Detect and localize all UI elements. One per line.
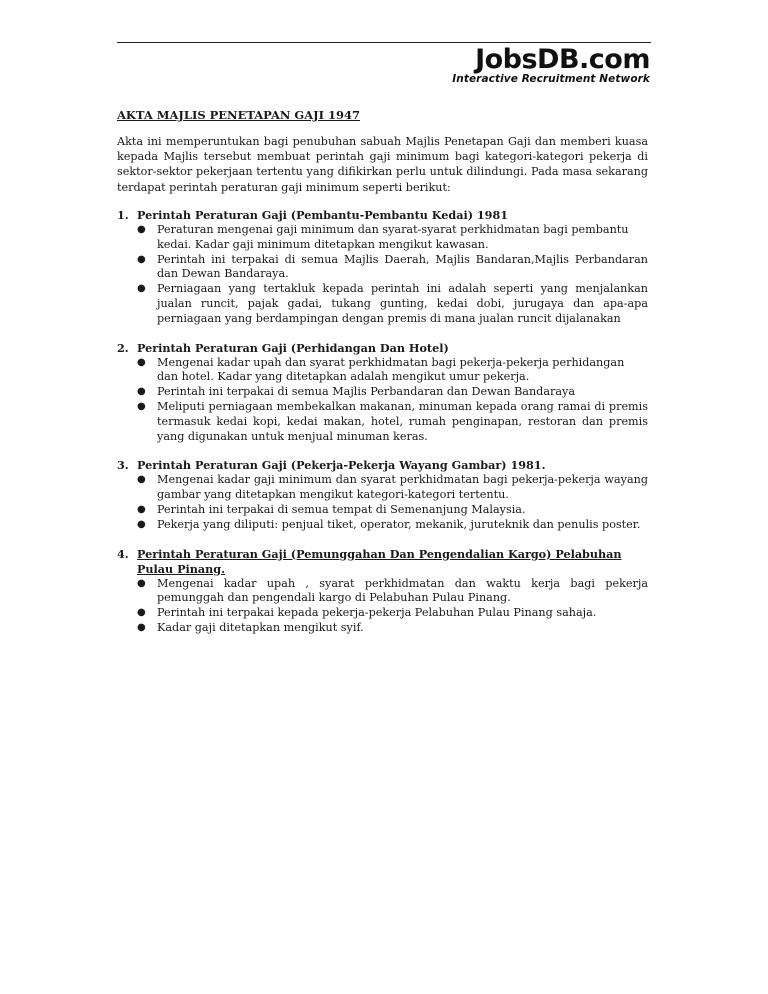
bullet-item	[137, 606, 648, 621]
bullet-item	[137, 621, 648, 636]
section-title: Perintah Peraturan Gaji (Perhidangan Dan Hotel)	[137, 340, 449, 355]
bullet-icon: ●	[137, 224, 146, 235]
bullet-text: Perintah ini terpakai kepada pekerja-pekerja Pelabuhan Pulau Pinang sahaja.	[157, 606, 597, 620]
bullet-item	[137, 503, 648, 518]
bullet-item	[137, 577, 648, 607]
bullet-item	[137, 518, 648, 533]
bullet-icon: ●	[137, 400, 146, 412]
bullet-text: Perintah ini terpakai di semua tempat di Semenanjung Malaysia.	[157, 502, 526, 516]
bullet-icon: ●	[137, 518, 146, 530]
bullet-item	[137, 385, 648, 400]
section-heading	[117, 458, 648, 473]
section-heading	[117, 547, 648, 577]
bullet-icon: ●	[137, 577, 146, 589]
intro-paragraph: Akta ini memperuntukan bagi penubuhan sabuah Majlis Penetapan Gaji dan memberi kuasa kepada Majlis tersebut membuat perintah gaji minimum bagi kategori-kategori pekerja di sektor-sektor pekerjaan tertentu yang difikirkan perlu untuk dilindungi. Pada masa sekarang terdapat perintah peraturan gaji minimum seperti berikut:	[117, 135, 648, 194]
bullet-text: Perniagaan yang tertakluk kepada perintah ini adalah seperti yang menjalankan jualan runcit, pajak gadai, tukang gunting, kedai dobi, jurugaya dan apa-apa perniagaan yang berdampingan dengan premis di mana jualan runcit dijalanakan	[157, 282, 648, 325]
top-rule	[117, 42, 651, 43]
bullet-icon: ●	[137, 474, 146, 486]
bullet-icon: ●	[137, 253, 146, 265]
bullet-icon: ●	[137, 503, 146, 515]
document-title: AKTA MAJLIS PENETAPAN GAJI 1947	[117, 108, 361, 122]
bullet-text: Mengenai kadar upah dan syarat perkhidmatan bagi pekerja-pekerja perhidangan dan hotel. Kadar yang ditetapkan adalah mengikut umur pekerja.	[157, 355, 625, 384]
logo-tagline: Interactive Recruitment Network	[452, 73, 650, 85]
bullet-list	[117, 473, 648, 532]
bullet-icon: ●	[137, 607, 146, 619]
section-item	[117, 458, 648, 532]
section-title: Perintah Peraturan Gaji (Pembantu-Pembantu Kedai) 1981	[137, 208, 509, 222]
section-heading	[117, 341, 648, 356]
section-heading	[117, 208, 648, 223]
bullet-list	[117, 356, 648, 445]
bullet-text: Perintah ini terpakai di semua Majlis Perbandaran dan Dewan Bandaraya	[157, 385, 576, 399]
section-number: 1.	[117, 208, 129, 222]
section-item	[117, 547, 648, 636]
bullet-text: Perintah ini terpakai di semua Majlis Daerah, Majlis Bandaran,Majlis Perbandaran dan Dewan Bandaraya.	[157, 252, 648, 281]
section-title: Perintah Peraturan Gaji (Pemunggahan Dan Pengendalian Kargo) Pelabuhan Pulau Pinang.	[137, 546, 622, 576]
bullet-item	[137, 253, 648, 283]
bullet-item	[137, 282, 648, 326]
logo-main-text: JobsDB.com	[475, 44, 650, 75]
bullet-item	[137, 473, 648, 503]
bullet-icon: ●	[137, 621, 146, 633]
bullet-text: Mengenai kadar gaji minimum dan syarat perkhidmatan bagi pekerja-pekerja wayang gambar yang ditetapkan mengikut kategori-kategori tertentu.	[157, 473, 648, 502]
bullet-text: Peraturan mengenai gaji minimum dan syarat-syarat perkhidmatan bagi pembantu kedai. Kadar gaji minimum ditetapkan mengikut kawasan.	[157, 223, 629, 251]
section-item	[117, 208, 648, 327]
bullet-text: Mengenai kadar upah , syarat perkhidmatan dan waktu kerja bagi pekerja pemunggah dan pengendali kargo di Pelabuhan Pulau Pinang.	[157, 576, 648, 605]
section-number: 3.	[117, 458, 129, 473]
bullet-list	[117, 577, 648, 636]
bullet-item	[137, 223, 648, 253]
sections-list	[117, 208, 648, 650]
section-number: 4.	[117, 546, 129, 561]
bullet-text: Pekerja yang diliputi: penjual tiket, operator, mekanik, juruteknik dan penulis poster.	[157, 517, 641, 531]
bullet-icon: ●	[137, 283, 146, 295]
jobsdb-logo	[452, 46, 650, 85]
section-item	[117, 341, 648, 445]
bullet-icon: ●	[137, 356, 146, 368]
bullet-item	[137, 400, 648, 444]
bullet-item	[137, 356, 648, 386]
bullet-list	[117, 223, 648, 327]
bullet-text: Meliputi perniagaan membekalkan makanan, minuman kepada orang ramai di premis termasuk kedai kopi, kedai makan, hotel, rumah penginapan, restoran dan premis yang digunakan untuk menjual minuman keras.	[157, 399, 648, 443]
section-number: 2.	[117, 340, 129, 355]
bullet-text: Kadar gaji ditetapkan mengikut syif.	[157, 620, 364, 634]
bullet-icon: ●	[137, 386, 146, 398]
section-title: Perintah Peraturan Gaji (Pekerja-Pekerja Wayang Gambar) 1981.	[137, 458, 546, 473]
